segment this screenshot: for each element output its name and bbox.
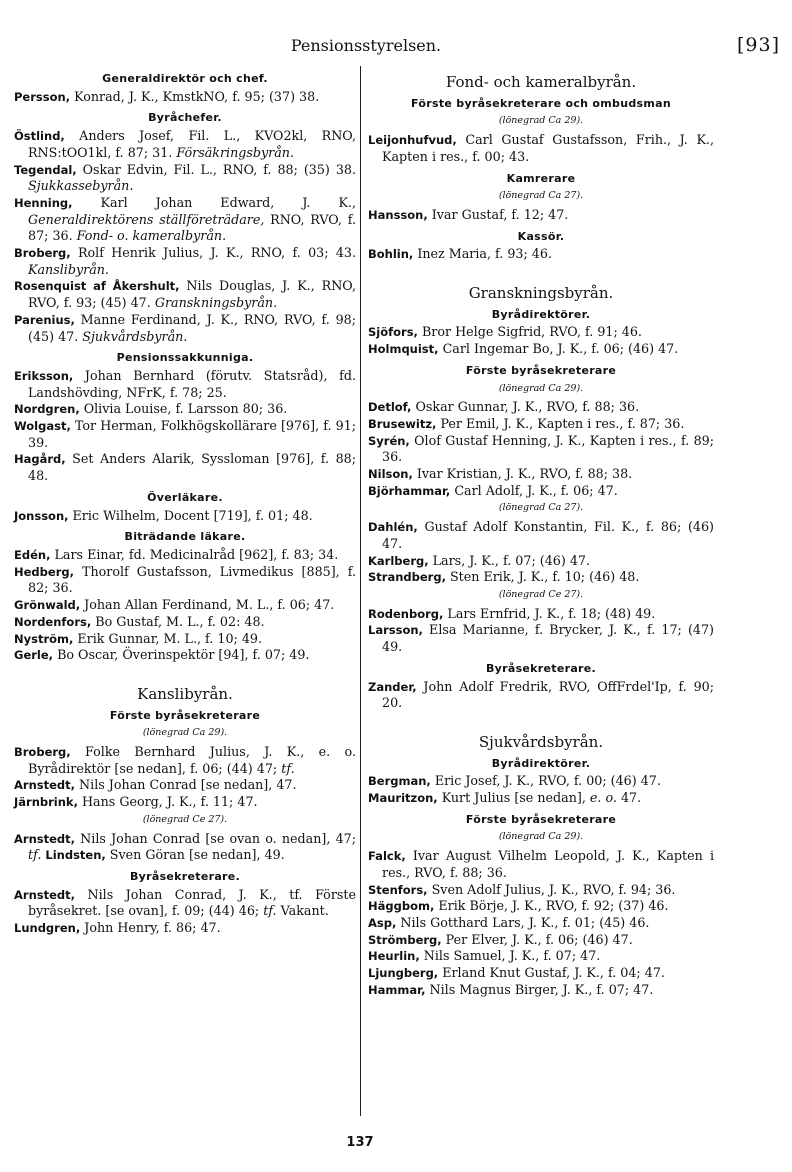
person-details: Lars Ernfrid, J. K., f. 18; (48) 49. bbox=[443, 605, 656, 621]
person-name: Nordenfors, bbox=[14, 614, 92, 629]
person-name: Bohlin, bbox=[368, 247, 414, 262]
salary-grade-note: (lönegrad Ca 27). bbox=[498, 502, 584, 514]
person-name: Hansson, bbox=[368, 207, 428, 222]
person-entry bbox=[14, 744, 356, 777]
person-entry bbox=[14, 312, 356, 345]
person-entry bbox=[368, 207, 714, 224]
section-title: Fond- och kameralbyrån. bbox=[445, 73, 637, 91]
person-entry bbox=[368, 948, 714, 965]
person-details-cont: 47. bbox=[616, 790, 642, 806]
person-details: Anders Josef, Fil. L., KVO2kl, RNO, RNS:tOO1kl, f. 87; 31. bbox=[28, 128, 356, 160]
person-name: Persson, bbox=[14, 89, 71, 104]
person-name: Lundgren, bbox=[14, 921, 81, 936]
person-name: Henning, bbox=[14, 195, 73, 210]
person-details: Elsa Marianne, f. Brycker, J. K., f. 17; (47) 49. bbox=[382, 622, 714, 655]
person-name: Eriksson, bbox=[14, 368, 74, 383]
person-details: Hans Georg, J. K., f. 11; 47. bbox=[77, 794, 258, 810]
subsection-heading: Byråsekreterare. bbox=[485, 661, 597, 675]
person-entry bbox=[14, 245, 356, 278]
person-details: Gustaf Adolf Konstantin, Fil. K., f. 86; (46) 47. bbox=[382, 519, 714, 551]
person-details: Ivar Gustaf, f. 12; 47. bbox=[427, 206, 569, 222]
person-entry bbox=[14, 451, 356, 484]
section-title: Sjukvårdsbyrån. bbox=[478, 732, 604, 751]
person-entry bbox=[14, 631, 356, 648]
person-details: Inez Maria, f. 93; 46. bbox=[413, 246, 552, 262]
person-name: Rodenborg, bbox=[368, 606, 444, 621]
person-entry bbox=[14, 597, 356, 614]
person-details: Nils Magnus Birger, J. K., f. 07; 47. bbox=[425, 981, 654, 997]
person-entry bbox=[14, 278, 356, 311]
person-name: Dahlén, bbox=[368, 520, 418, 535]
person-name: Edén, bbox=[14, 547, 51, 562]
person-name: Mauritzon, bbox=[368, 791, 438, 806]
person-name: Arnstedt, bbox=[14, 887, 75, 902]
person-details: Olivia Louise, f. Larsson 80; 36. bbox=[79, 401, 288, 417]
italic-note: Försäkringsbyrån. bbox=[176, 144, 295, 160]
person-details: Per Elver, J. K., f. 06; (46) 47. bbox=[441, 931, 633, 947]
person-entry bbox=[14, 794, 356, 811]
person-name: Jonsson, bbox=[14, 508, 69, 523]
person-name: Brusewitz, bbox=[368, 416, 437, 431]
person-name: Heurlin, bbox=[368, 949, 420, 964]
person-details: Carl Ingemar Bo, J. K., f. 06; (46) 47. bbox=[438, 341, 679, 357]
subsection-heading: Byråchefer. bbox=[148, 111, 222, 125]
person-details: Nils Johan Conrad [se ovan o. nedan], 47; bbox=[75, 830, 356, 846]
person-name: Karlberg, bbox=[368, 553, 429, 568]
person-details: John Henry, f. 86; 47. bbox=[80, 920, 221, 936]
person-name: Leijonhufvud, bbox=[368, 133, 457, 148]
person-name: Larsson, bbox=[368, 623, 423, 638]
subsection-heading: Förste byråsekreterare och ombudsman bbox=[411, 96, 671, 110]
person-details: Erik Börje, J. K., RVO, f. 92; (37) 46. bbox=[434, 898, 669, 914]
salary-grade-note: (lönegrad Ca 29). bbox=[142, 727, 228, 739]
person-entry bbox=[368, 569, 714, 586]
person-details: Ivar Kristian, J. K., RVO, f. 88; 38. bbox=[412, 466, 633, 482]
person-entry bbox=[14, 418, 356, 451]
person-entry bbox=[368, 553, 714, 570]
italic-note: Sjukkassebyrån. bbox=[28, 178, 134, 194]
person-details: Sven Adolf Julius, J. K., RVO, f. 94; 36. bbox=[427, 881, 676, 897]
person-entry bbox=[14, 614, 356, 631]
right-column bbox=[368, 66, 714, 998]
subsection-heading: Byrådirektörer. bbox=[491, 307, 591, 321]
person-details: Ivar August Vilhelm Leopold, J. K., Kapten i res., RVO, f. 88; 36. bbox=[382, 848, 714, 880]
person-entry bbox=[368, 246, 714, 263]
person-details: Olof Gustaf Henning, J. K., Kapten i res., f. 89; 36. bbox=[382, 432, 714, 465]
person-name: Rosenquist af Åkershult, bbox=[14, 279, 180, 294]
italic-note: tf. bbox=[281, 760, 295, 776]
person-name: Arnstedt, bbox=[14, 831, 75, 846]
person-details: Eric Wilhelm, Docent [719], f. 01; 48. bbox=[68, 507, 313, 523]
person-details: Eric Josef, J. K., RVO, f. 00; (46) 47. bbox=[430, 773, 661, 789]
italic-note: tf. bbox=[263, 903, 277, 919]
person-details: Thorolf Gustafsson, Livmedikus [885], f. 82; 36. bbox=[28, 563, 356, 596]
person-name: Hagård, bbox=[14, 452, 66, 467]
person-entry bbox=[14, 195, 356, 245]
person-entry bbox=[368, 606, 714, 623]
person-details: Manne Ferdinand, J. K., RNO, RVO, f. 98; (45) 47. bbox=[28, 311, 356, 344]
italic-note: Generaldirektörens ställföreträdare, bbox=[28, 211, 265, 227]
person-name: Falck, bbox=[368, 849, 406, 864]
person-entry bbox=[368, 519, 714, 552]
person-name: Asp, bbox=[368, 915, 397, 930]
person-details: Nils Douglas, J. K., RNO, RVO, f. 93; (45) 47. bbox=[28, 278, 356, 311]
italic-note: Kanslibyrån. bbox=[28, 261, 109, 277]
person-details: Kurt Julius [se nedan], bbox=[437, 790, 590, 806]
italic-note: Fond- o. kameralbyrån. bbox=[76, 228, 227, 244]
person-name: Zander, bbox=[368, 679, 417, 694]
person-name: Gerle, bbox=[14, 648, 54, 663]
subsection-heading: Kamrerare bbox=[506, 171, 576, 185]
person-details: Oskar Edvin, Fil. L., RNO, f. 88; (35) 38. bbox=[76, 161, 356, 177]
person-details: Oskar Gunnar, J. K., RVO, f. 88; 36. bbox=[411, 399, 640, 415]
person-entry bbox=[368, 622, 714, 655]
person-details: Erland Knut Gustaf, J. K., f. 04; 47. bbox=[438, 965, 665, 981]
person-details: Johan Allan Ferdinand, M. L., f. 06; 47. bbox=[80, 597, 335, 613]
person-entry bbox=[368, 932, 714, 949]
salary-grade-note: (lönegrad Ca 29). bbox=[498, 831, 584, 843]
spacer bbox=[14, 664, 356, 678]
person-details: Nils Johan Conrad [se nedan], 47. bbox=[75, 777, 297, 793]
person-name: Järnbrink, bbox=[14, 795, 78, 810]
person-name: Björhammar, bbox=[368, 483, 451, 498]
person-details: Lars, J. K., f. 07; (46) 47. bbox=[428, 552, 591, 568]
person-name: Grönwald, bbox=[14, 598, 81, 613]
person-entry bbox=[368, 848, 714, 881]
person-entry bbox=[14, 647, 356, 664]
page-header bbox=[16, 34, 780, 60]
person-name: Nyström, bbox=[14, 631, 74, 646]
person-details: Lars Einar, fd. Medicinalråd [962], f. 83; 34. bbox=[50, 546, 339, 562]
person-details-cont: Sven Göran [se nedan], 49. bbox=[105, 847, 285, 863]
salary-grade-note: (lönegrad Ca 29). bbox=[498, 115, 584, 127]
italic-note: Granskningsbyrån. bbox=[154, 295, 278, 311]
person-details: John Adolf Fredrik, RVO, OffFrdel'Ip, f. 90; 20. bbox=[382, 678, 714, 711]
subsection-heading: Byråsekreterare. bbox=[129, 869, 241, 883]
person-details: Nils Johan Conrad, J. K., tf. Förste byråsekret. [se ovan], f. 09; (44) 46; bbox=[28, 886, 356, 919]
person-details-cont: RNO, RVO, f. 87; 36. bbox=[28, 211, 356, 244]
person-name: Stenfors, bbox=[368, 882, 428, 897]
person-details: Karl Johan Edward, J. K., bbox=[72, 194, 356, 210]
page-number: [93] bbox=[736, 34, 780, 56]
person-name: Wolgast, bbox=[14, 419, 71, 434]
person-entry bbox=[368, 483, 714, 500]
person-details: Carl Gustaf Gustafsson, Frih., J. K., Kapten i res., f. 00; 43. bbox=[382, 132, 714, 164]
italic-note: Sjukvårdsbyrån. bbox=[82, 328, 188, 344]
salary-grade-note: (lönegrad Ca 29). bbox=[498, 382, 584, 394]
person-details: Erik Gunnar, M. L., f. 10; 49. bbox=[73, 630, 262, 646]
person-name: Lindsten, bbox=[41, 848, 106, 863]
section-title: Kanslibyrån. bbox=[137, 684, 233, 703]
salary-grade-note: (lönegrad Ce 27). bbox=[142, 813, 228, 825]
italic-note: e. o. bbox=[589, 790, 617, 806]
person-entry bbox=[368, 416, 714, 433]
salary-grade-note: (lönegrad Ce 27). bbox=[498, 588, 584, 600]
person-name: Detlof, bbox=[368, 400, 412, 415]
subsection-heading: Generaldirektör och chef. bbox=[102, 72, 268, 85]
person-details: Bo Oscar, Överinspektör [94], f. 07; 49. bbox=[53, 647, 310, 663]
spacer bbox=[368, 263, 714, 277]
person-entry bbox=[368, 915, 714, 932]
person-details: Johan Bernhard (förutv. Statsråd), fd. Landshövding, NFrK, f. 78; 25. bbox=[28, 367, 356, 400]
person-entry bbox=[368, 982, 714, 999]
person-name: Hedberg, bbox=[14, 564, 74, 579]
italic-note: tf. bbox=[28, 847, 42, 863]
person-name: Bergman, bbox=[368, 774, 431, 789]
person-entry bbox=[368, 132, 714, 165]
person-name: Holmquist, bbox=[368, 342, 439, 357]
person-details: Konrad, J. K., KmstkNO, f. 95; (37) 38. bbox=[70, 88, 320, 104]
person-entry bbox=[368, 433, 714, 466]
person-entry bbox=[368, 341, 714, 358]
subsection-heading: Byrådirektörer. bbox=[491, 756, 591, 770]
person-name: Sjöfors, bbox=[368, 325, 418, 340]
person-name: Syrén, bbox=[368, 433, 410, 448]
person-name: Broberg, bbox=[14, 745, 71, 760]
person-entry bbox=[368, 965, 714, 982]
person-name: Ljungberg, bbox=[368, 966, 439, 981]
person-name: Östlind, bbox=[14, 129, 65, 144]
person-entry bbox=[368, 466, 714, 483]
salary-grade-note: (lönegrad Ca 27). bbox=[498, 190, 584, 202]
person-details: Per Emil, J. K., Kapten i res., f. 87; 36. bbox=[436, 415, 685, 431]
person-entry bbox=[368, 882, 714, 899]
running-head: Pensionsstyrelsen. bbox=[290, 36, 442, 55]
person-entry bbox=[14, 831, 356, 864]
person-entry bbox=[14, 401, 356, 418]
person-details: Tor Herman, Folkhögskollärare [976], f. 91; 39. bbox=[28, 418, 356, 450]
subsection-heading: Överläkare. bbox=[147, 490, 223, 504]
person-details: Nils Gotthard Lars, J. K., f. 01; (45) 46. bbox=[396, 914, 650, 930]
person-entry bbox=[368, 790, 714, 807]
person-entry bbox=[14, 920, 356, 937]
subsection-heading: Förste byråsekreterare bbox=[465, 363, 617, 377]
person-details: Bo Gustaf, M. L., f. 02: 48. bbox=[91, 613, 265, 629]
column-divider bbox=[360, 66, 361, 1116]
subsection-heading: Biträdande läkare. bbox=[124, 530, 246, 544]
person-name: Nordgren, bbox=[14, 402, 80, 417]
subsection-heading: Förste byråsekreterare bbox=[109, 708, 261, 722]
footer-page-number: 137 bbox=[346, 1135, 374, 1150]
person-name: Arnstedt, bbox=[14, 778, 75, 793]
person-name: Häggbom, bbox=[368, 899, 435, 914]
person-entry bbox=[14, 128, 356, 161]
person-entry bbox=[14, 777, 356, 794]
person-details: Bror Helge Sigfrid, RVO, f. 91; 46. bbox=[417, 324, 642, 340]
left-column bbox=[14, 66, 356, 937]
person-details: Set Anders Alarik, Syssloman [976], f. 88; 48. bbox=[28, 451, 356, 484]
person-entry bbox=[14, 508, 356, 525]
person-entry bbox=[368, 679, 714, 712]
person-details: Rolf Henrik Julius, J. K., RNO, f. 03; 43. bbox=[70, 245, 356, 261]
person-name: Broberg, bbox=[14, 246, 71, 261]
person-entry bbox=[368, 399, 714, 416]
person-name: Strömberg, bbox=[368, 932, 442, 947]
subsection-heading: Kassör. bbox=[517, 229, 565, 243]
person-entry bbox=[368, 773, 714, 790]
person-entry bbox=[14, 547, 356, 564]
person-name: Parenius, bbox=[14, 312, 75, 327]
person-entry bbox=[14, 564, 356, 597]
person-details: Nils Samuel, J. K., f. 07; 47. bbox=[419, 948, 601, 964]
subsection-heading: Förste byråsekreterare bbox=[465, 812, 617, 826]
person-name: Hammar, bbox=[368, 982, 426, 997]
person-entry bbox=[14, 887, 356, 920]
person-name: Nilson, bbox=[368, 467, 413, 482]
person-entry bbox=[14, 162, 356, 195]
section-title: Granskningsbyrån. bbox=[468, 284, 614, 303]
person-name: Strandberg, bbox=[368, 570, 446, 585]
person-details: Carl Adolf, J. K., f. 06; 47. bbox=[450, 482, 618, 498]
person-entry bbox=[14, 89, 356, 106]
spacer bbox=[368, 712, 714, 726]
person-details: Folke Bernhard Julius, J. K., e. o. Byrådirektör [se nedan], f. 06; (44) 47; bbox=[28, 744, 356, 776]
person-entry bbox=[368, 898, 714, 915]
subsection-heading: Pensionssakkunniga. bbox=[116, 351, 254, 365]
person-name: Tegendal, bbox=[14, 162, 77, 177]
person-entry bbox=[14, 368, 356, 401]
person-details: Sten Erik, J. K., f. 10; (46) 48. bbox=[445, 569, 640, 585]
person-entry bbox=[368, 324, 714, 341]
person-details-cont: Vakant. bbox=[276, 903, 329, 919]
